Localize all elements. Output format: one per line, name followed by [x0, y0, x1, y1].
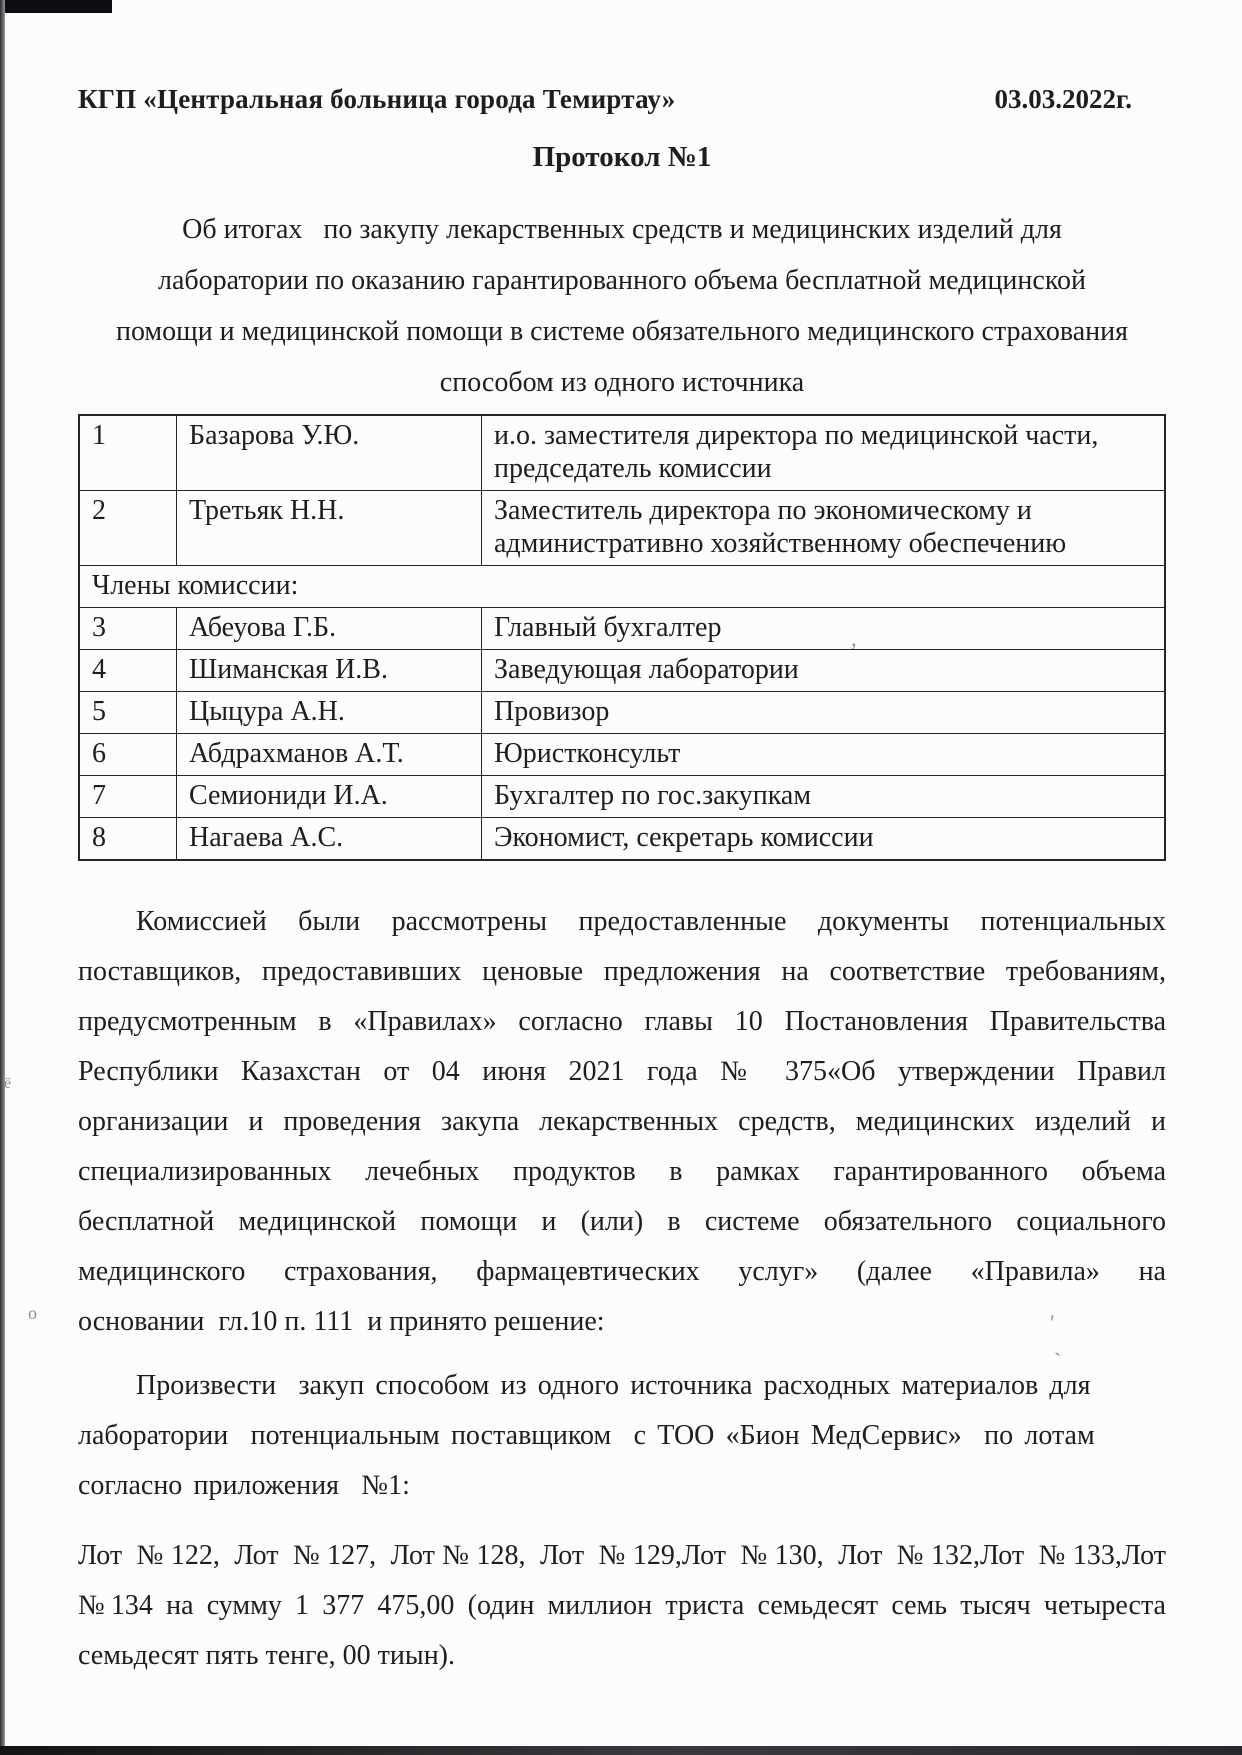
- text-line: медицинского страхования, фармацевтических услуг» (далее «Правила» на: [78, 1256, 1166, 1287]
- member-number: 7: [79, 776, 177, 818]
- member-number: 1: [79, 415, 177, 491]
- member-position: Юристконсульт: [482, 734, 1166, 776]
- document-content: [78, 0, 1166, 1681]
- document-body: [78, 897, 1166, 1681]
- text-line: №134 на сумму 1 377 475,00 (один миллион триста семьдесят семь тысяч четыреста: [78, 1590, 1166, 1621]
- member-number: 3: [79, 608, 177, 650]
- member-name: Абеуова Г.Б.: [177, 608, 482, 650]
- commission-table: [78, 414, 1166, 861]
- member-name: Базарова У.Ю.: [177, 415, 482, 491]
- text-line: Республики Казахстан от 04 июня 2021 года № 375«Об утверждении Правил: [78, 1056, 1166, 1087]
- text-line: бесплатной медицинской помощи и (или) в системе обязательного социального: [78, 1206, 1166, 1237]
- member-number: 6: [79, 734, 177, 776]
- document-header: [78, 84, 1166, 115]
- member-position: Бухгалтер по гос.закупкам: [482, 776, 1166, 818]
- text-line: Лот №122, Лот №127, Лот№128, Лот №129,Лот №130, Лот №132,Лот №133,Лот: [78, 1540, 1166, 1571]
- member-name: Нагаева А.С.: [177, 818, 482, 861]
- member-name: Третьяк Н.Н.: [177, 491, 482, 566]
- member-name: Семиониди И.А.: [177, 776, 482, 818]
- decision-paragraph: [78, 897, 1166, 1347]
- text-line: предусмотренным в «Правилах» согласно главы 10 Постановления Правительства: [78, 1006, 1166, 1037]
- table-row: [79, 734, 1165, 776]
- text-line: поставщиков, предоставивших ценовые предложения на соответствие требованиям,: [78, 956, 1166, 987]
- resolution-paragraph: [78, 1361, 1166, 1511]
- member-name: Цыцура А.Н.: [177, 692, 482, 734]
- table-row: [79, 608, 1165, 650]
- text-line: лаборатории по оказанию гарантированного объема бесплатной медицинской: [158, 265, 1086, 296]
- text-line: лаборатории потенциальным поставщиком с ТОО «Бион МедСервис» по лотам: [78, 1420, 1095, 1451]
- scan-noise: ё: [4, 1075, 12, 1092]
- scan-bottom-edge-artifact: [0, 1746, 1242, 1755]
- text-line: семьдесят пять тенге, 00 тиын).: [78, 1640, 456, 1671]
- text-line: согласно приложения №1:: [78, 1470, 410, 1501]
- member-number: 4: [79, 650, 177, 692]
- member-number: 5: [79, 692, 177, 734]
- text-line: Произвести закуп способом из одного источника расходных материалов для: [136, 1370, 1091, 1401]
- text-line: помощи и медицинской помощи в системе обязательного медицинского страхования: [115, 316, 1129, 347]
- text-line: специализированных лечебных продуктов в рамках гарантированного объема: [78, 1156, 1166, 1187]
- table-section-row: [79, 566, 1165, 608]
- member-position: Заведующая лаборатории: [482, 650, 1166, 692]
- member-position: Главный бухгалтер: [482, 608, 1166, 650]
- member-position: Заместитель директора по экономическому и административно хозяйственному обеспечению: [482, 491, 1166, 566]
- member-number: 2: [79, 491, 177, 566]
- table-row: [79, 818, 1165, 861]
- table-row: [79, 692, 1165, 734]
- document-date: 03.03.2022г.: [994, 84, 1132, 114]
- text-line: основании гл.10 п. 111 и принято решение:: [78, 1306, 605, 1337]
- member-position: Провизор: [482, 692, 1166, 734]
- table-row: [79, 491, 1165, 566]
- lots-paragraph: [78, 1531, 1166, 1681]
- organization-name: КГП «Центральная больница города Темиртау»: [78, 84, 676, 114]
- scan-noise: ′: [1050, 1310, 1055, 1335]
- text-line: организации и проведения закупа лекарственных средств, медицинских изделий и: [78, 1106, 1166, 1137]
- table-row: [79, 415, 1165, 491]
- member-name: Шиманская И.В.: [177, 650, 482, 692]
- document-title: Протокол №1: [532, 141, 712, 173]
- table-row: [79, 776, 1165, 818]
- scan-noise: `: [1054, 1348, 1062, 1373]
- table-row: [79, 650, 1165, 692]
- scan-left-edge-artifact: [0, 0, 5, 1755]
- scan-noise: o: [28, 1303, 37, 1323]
- scan-noise: ’: [850, 638, 858, 663]
- member-name: Абдрахманов А.Т.: [177, 734, 482, 776]
- intro-paragraph: [78, 204, 1166, 408]
- member-position: Экономист, секретарь комиссии: [482, 818, 1166, 861]
- text-line: Об итогах по закупу лекарственных средств и медицинских изделий для: [182, 214, 1062, 245]
- text-line: Комиссией были рассмотрены предоставленные документы потенциальных: [136, 906, 1166, 937]
- text-line: способом из одного источника: [439, 367, 805, 398]
- member-position: и.о. заместителя директора по медицинской части, председатель комиссии: [482, 415, 1166, 491]
- member-number: 8: [79, 818, 177, 861]
- section-label: Члены комиссии:: [79, 566, 1165, 608]
